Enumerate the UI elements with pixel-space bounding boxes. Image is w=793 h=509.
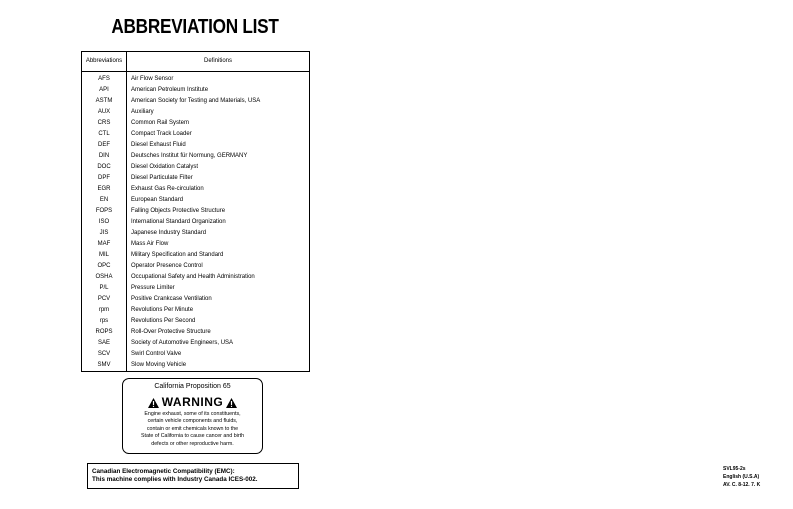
table-row [82, 360, 310, 372]
emc-notice-box [87, 463, 299, 489]
definition-cell: Mass Air Flow [131, 241, 169, 247]
table-row [82, 206, 310, 217]
abbreviation-cell: ISO [82, 217, 127, 228]
abbreviation-cell: CTL [82, 129, 127, 140]
table-row [82, 118, 310, 129]
table-row [82, 338, 310, 349]
doc-code-line-1: SVL95-2s [723, 466, 746, 472]
definition-cell: Swirl Control Valve [131, 351, 182, 357]
abbreviation-cell: FOPS [82, 206, 127, 217]
abbreviation-cell: rps [82, 316, 127, 327]
definition-cell: Air Flow Sensor [131, 76, 174, 82]
table-row [82, 151, 310, 162]
definition-cell: Military Specification and Standard [131, 252, 224, 258]
abbreviation-cell: SMV [82, 360, 127, 372]
table-row [82, 129, 310, 140]
abbreviation-cell: CRS [82, 118, 127, 129]
warning-line: contain or emit chemicals known to the [146, 425, 239, 432]
definition-cell: Deutsches Institut für Normung, GERMANY [131, 153, 248, 159]
definition-cell: Diesel Exhaust Fluid [131, 142, 186, 148]
definition-cell: International Standard Organization [131, 219, 226, 225]
abbreviation-cell: SCV [82, 349, 127, 360]
abbreviation-cell: DOC [82, 162, 127, 173]
table-row [82, 184, 310, 195]
table-row [82, 72, 310, 86]
abbreviation-cell: OSHA [82, 272, 127, 283]
emc-line-1: Canadian Electromagnetic Compatibility (EMC): [92, 468, 235, 475]
table-row [82, 96, 310, 107]
definitions-header: Definitions [127, 52, 310, 72]
prop65-title: California Proposition 65 [154, 383, 231, 390]
abbreviation-cell: MAF [82, 239, 127, 250]
abbreviation-cell: AFS [82, 72, 127, 86]
abbreviation-cell: P/L [82, 283, 127, 294]
abbreviation-cell: EGR [82, 184, 127, 195]
definition-cell: Operator Presence Control [131, 263, 203, 269]
table-row [82, 272, 310, 283]
abbreviation-cell: SAE [82, 338, 127, 349]
warning-line: defects or other reproductive harm. [151, 440, 234, 447]
abbreviation-cell: JIS [82, 228, 127, 239]
table-row [82, 305, 310, 316]
abbreviations-header: Abbreviations [82, 52, 127, 72]
warning-text [123, 411, 262, 448]
warning-triangle-icon [226, 397, 237, 407]
definition-cell: Pressure Limiter [131, 285, 175, 291]
table-row [82, 228, 310, 239]
definition-cell: Slow Moving Vehicle [131, 362, 187, 368]
definition-cell: Revolutions Per Minute [131, 307, 194, 313]
table-row [82, 162, 310, 173]
table-row [82, 140, 310, 151]
abbreviation-cell: ASTM [82, 96, 127, 107]
definition-cell: European Standard [131, 197, 184, 203]
table-row [82, 294, 310, 305]
table-row [82, 316, 310, 327]
table-row [82, 250, 310, 261]
table-row [82, 217, 310, 228]
definition-cell: Revolutions Per Second [131, 318, 196, 324]
doc-code-line-2: English (U.S.A) [723, 474, 760, 480]
page-title: ABBREVIATION LIST [111, 16, 279, 38]
warning-label: WARNING [161, 395, 224, 409]
table-row [82, 349, 310, 360]
definition-cell: Diesel Particulate Filter [131, 175, 193, 181]
abbreviation-cell: API [82, 85, 127, 96]
warning-line: Engine exhaust, some of its constituents, [144, 411, 241, 417]
abbreviation-cell: rpm [82, 305, 127, 316]
table-row [82, 261, 310, 272]
table-header-row [82, 52, 310, 72]
definition-cell: American Petroleum Institute [131, 87, 209, 93]
definition-cell: Japanese Industry Standard [131, 230, 207, 236]
warning-line: certain vehicle components and fluids, [147, 418, 238, 425]
abbreviation-cell: AUX [82, 107, 127, 118]
definition-cell: Compact Track Loader [131, 131, 192, 137]
abbreviation-cell: DEF [82, 140, 127, 151]
prop65-warning-box [122, 378, 263, 454]
emc-line-2: This machine complies with Industry Canada ICES-002. [92, 476, 258, 483]
abbreviation-table-body [82, 72, 310, 372]
table-row [82, 195, 310, 206]
table-row [82, 85, 310, 96]
abbreviation-cell: PCV [82, 294, 127, 305]
table-row [82, 107, 310, 118]
definition-cell: Roll-Over Protective Structure [131, 329, 211, 335]
definition-cell: Positive Crankcase Ventilation [131, 296, 212, 302]
abbreviation-cell: OPC [82, 261, 127, 272]
table-row [82, 173, 310, 184]
table-row [82, 283, 310, 294]
definition-cell: Exhaust Gas Re-circulation [131, 186, 204, 192]
table-row [82, 239, 310, 250]
abbreviation-cell: DPF [82, 173, 127, 184]
abbreviation-table [81, 51, 310, 372]
definition-cell: Diesel Oxidation Catalyst [131, 164, 199, 170]
warning-heading [123, 395, 262, 409]
warning-line: State of California to cause cancer and birth [140, 433, 245, 440]
definition-cell: Common Rail System [131, 120, 190, 126]
definition-cell: Auxiliary [131, 109, 154, 115]
warning-triangle-icon [148, 397, 159, 407]
definition-cell: American Society for Testing and Materials, USA [131, 98, 261, 104]
table-row [82, 327, 310, 338]
definition-cell: Society of Automotive Engineers, USA [131, 340, 234, 346]
document-code [723, 465, 760, 489]
abbreviation-cell: MIL [82, 250, 127, 261]
definition-cell: Occupational Safety and Health Administration [131, 274, 255, 280]
abbreviation-cell: EN [82, 195, 127, 206]
abbreviation-cell: ROPS [82, 327, 127, 338]
definition-cell: Falling Objects Protective Structure [131, 208, 226, 214]
abbreviation-cell: DIN [82, 151, 127, 162]
doc-code-line-3: AV. C. 8-12. 7. K [723, 482, 761, 488]
